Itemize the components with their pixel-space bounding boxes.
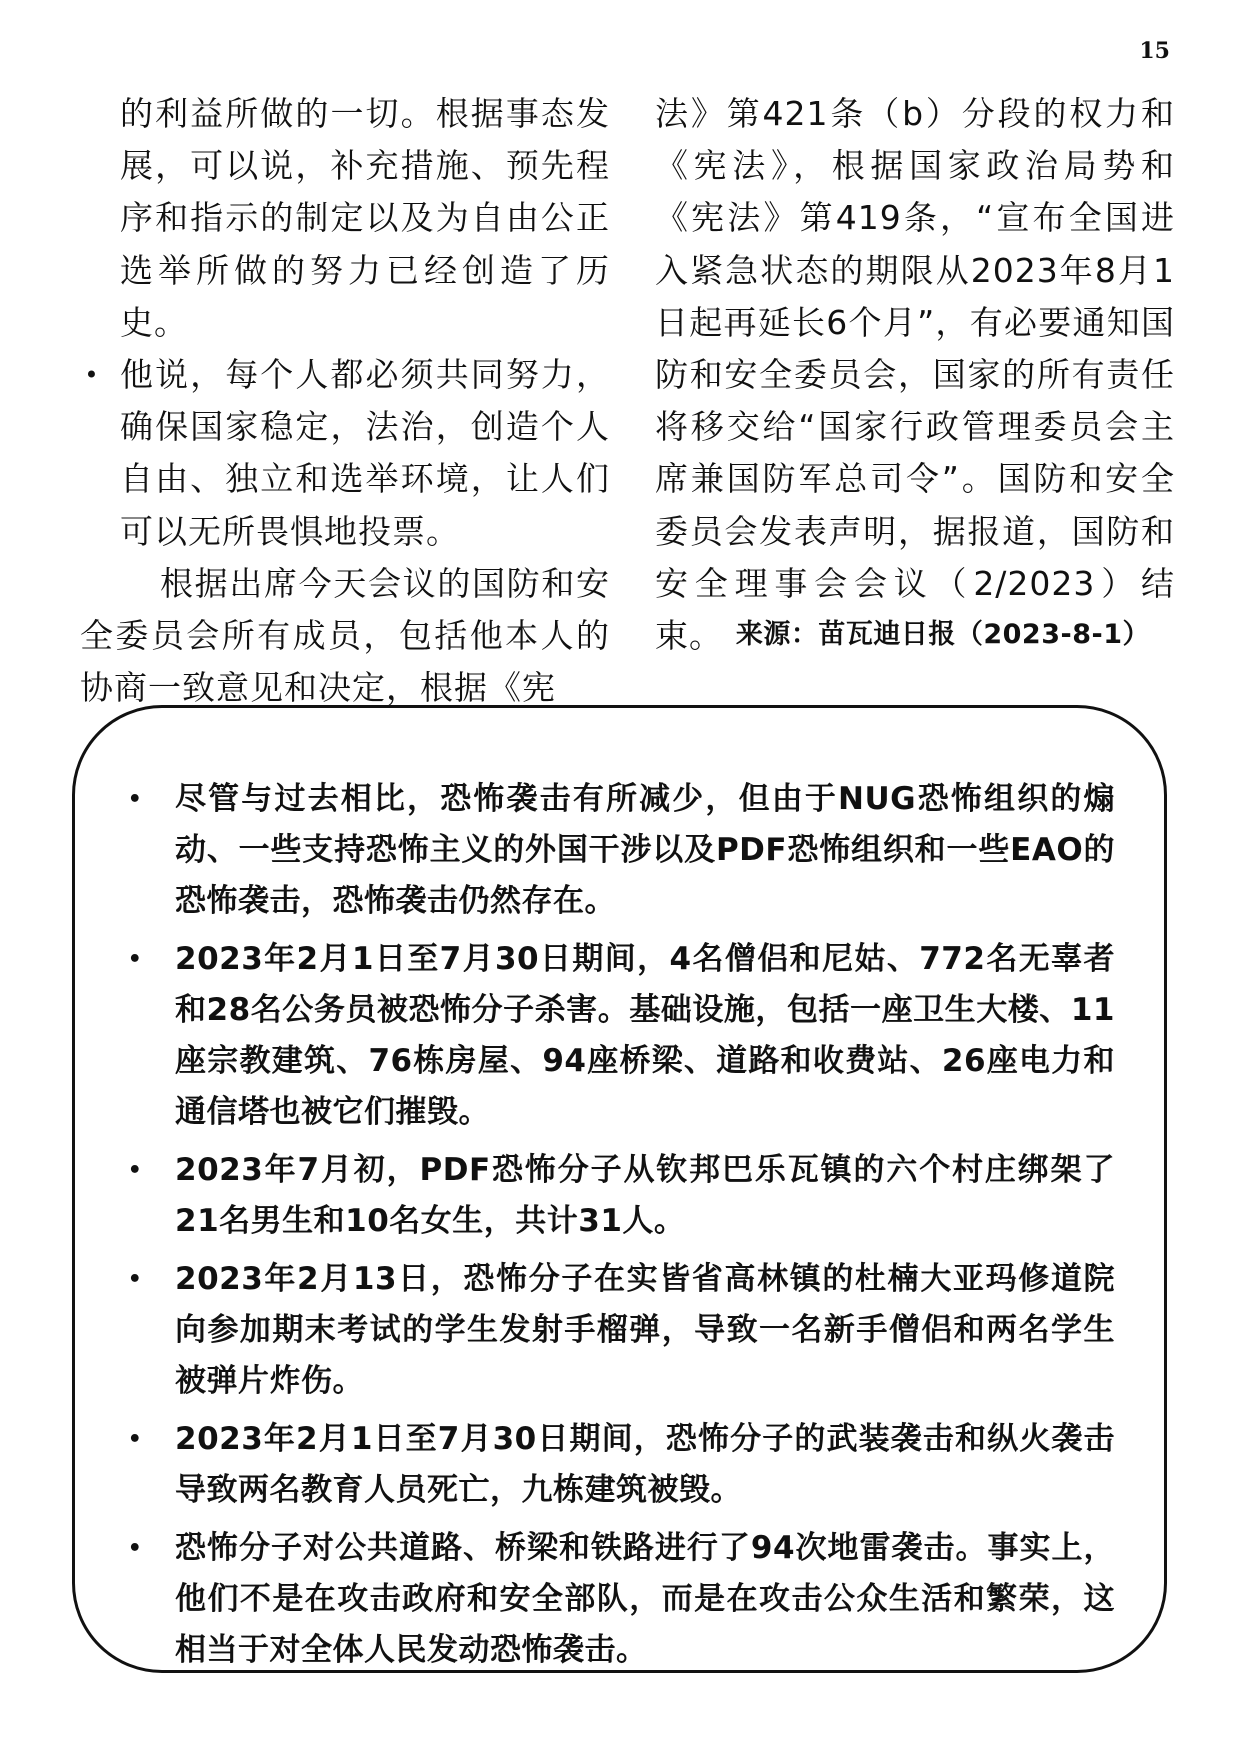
page-number: 15	[1139, 38, 1170, 64]
left-column	[80, 88, 610, 714]
left-bullet-item	[80, 349, 610, 558]
bullet-icon: •	[127, 787, 143, 812]
bullet-icon: •	[127, 1536, 143, 1561]
left-bullet-text: 他说，每个人都必须共同努力，确保国家稳定，法治，创造个人自由、独立和选举环境，让人们可以无所畏惧地投票。	[120, 355, 610, 551]
right-column	[655, 88, 1175, 662]
bullet-icon: •	[84, 361, 100, 390]
left-paragraph-2: 根据出席今天会议的国防和安全委员会所有成员，包括他本人的协商一致意见和决定，根据《宪	[80, 563, 610, 708]
list-item	[115, 774, 1115, 927]
source-citation: 来源：苗瓦迪日报（2023-8-1）	[735, 619, 1150, 650]
bullet-icon: •	[127, 947, 143, 972]
article-columns	[80, 88, 1175, 708]
list-item-text: 2023年2月1日至7月30日期间，4名僧侣和尼姑、772名无辜者和28名公务员被恐怖分子杀害。基础设施，包括一座卫生大楼、11座宗教建筑、76栋房屋、94座桥梁、道路和收费站、26座电力和通信塔也被它们摧毁。	[175, 941, 1115, 1130]
right-paragraph-1: 法》第421条（b）分段的权力和《宪法》，根据国家政治局势和《宪法》第419条，“宣布全国进入紧急状态的期限从2023年8月1日起再延长6个月”，有必要通知国防和安全委员会，国家的所有责任将移交给“国家行政管理委员会主席兼国防军总司令”。国防和安全委员会发表声明，据报道，国防和安全理事会会议（2/2023）结束。	[655, 94, 1175, 656]
list-item	[115, 1254, 1115, 1407]
highlight-box	[72, 705, 1167, 1673]
list-item	[115, 1523, 1115, 1676]
list-item	[115, 1414, 1115, 1516]
list-item-text: 2023年7月初，PDF恐怖分子从钦邦巴乐瓦镇的六个村庄绑架了21名男生和10名女生，共计31人。	[175, 1152, 1115, 1239]
left-paragraph-1: 的利益所做的一切。根据事态发展，可以说，补充措施、预先程序和指示的制定以及为自由公正选举所做的努力已经创造了历史。	[120, 94, 610, 342]
bullet-icon: •	[127, 1158, 143, 1183]
list-item-text: 2023年2月13日，恐怖分子在实皆省高林镇的杜楠大亚玛修道院向参加期末考试的学生发射手榴弹，导致一名新手僧侣和两名学生被弹片炸伤。	[175, 1261, 1115, 1399]
list-item-text: 尽管与过去相比，恐怖袭击有所减少，但由于NUG恐怖组织的煽动、一些支持恐怖主义的外国干涉以及PDF恐怖组织和一些EAO的恐怖袭击，恐怖袭击仍然存在。	[175, 781, 1115, 919]
list-item-text: 恐怖分子对公共道路、桥梁和铁路进行了94次地雷袭击。事实上，他们不是在攻击政府和安全部队，而是在攻击公众生活和繁荣，这相当于对全体人民发动恐怖袭击。	[175, 1530, 1115, 1668]
list-item	[115, 934, 1115, 1138]
bullet-icon: •	[127, 1267, 143, 1292]
box-bullet-list	[115, 774, 1115, 1683]
list-item	[115, 1145, 1115, 1247]
list-item-text: 2023年2月1日至7月30日期间，恐怖分子的武装袭击和纵火袭击导致两名教育人员死亡，九栋建筑被毁。	[175, 1421, 1115, 1508]
bullet-icon: •	[127, 1427, 143, 1452]
